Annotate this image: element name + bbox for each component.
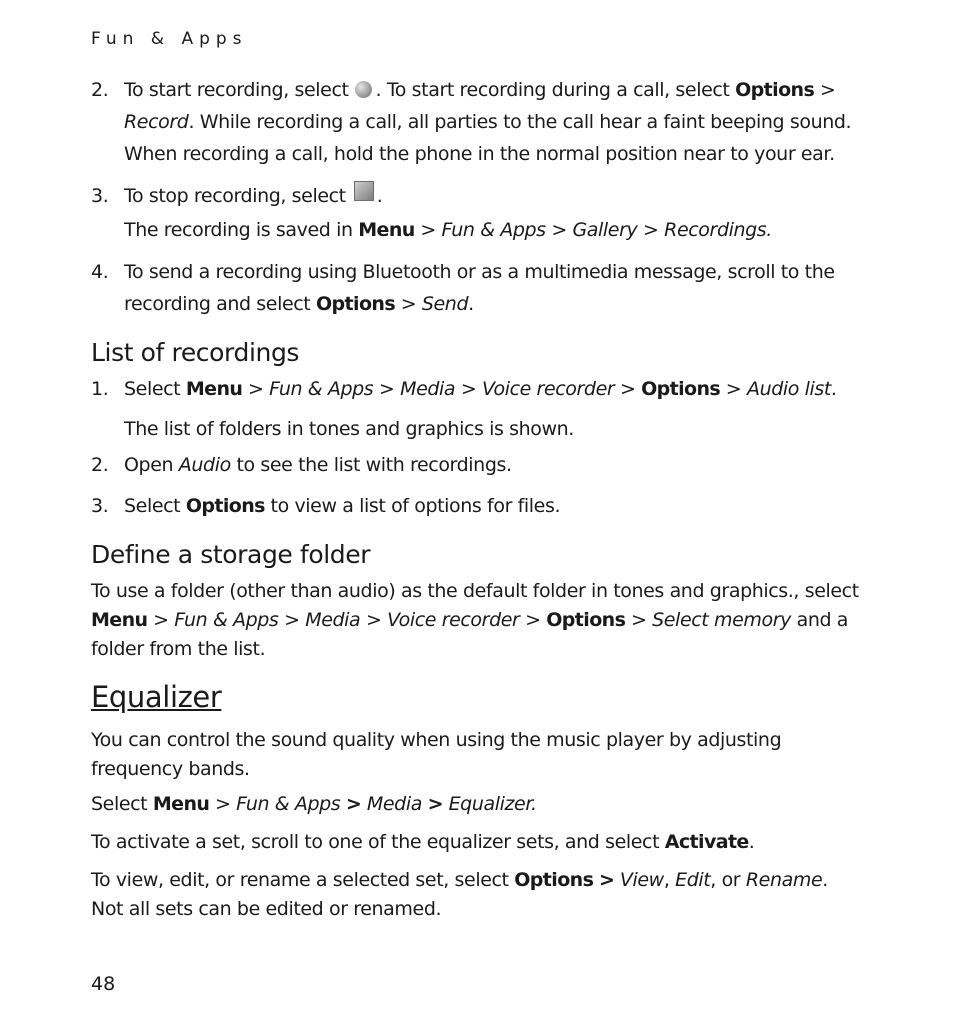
options-term: Options [185,495,265,517]
recordings-term: Recordings. [664,219,772,241]
media-term: Media [400,378,456,400]
fun-apps-term: Fun & Apps [174,609,279,631]
step-number: 4. [91,261,109,283]
media-term: Media [366,793,422,815]
equalizer-term: Equalizer. [448,793,537,815]
section-heading-equalizer: Equalizer [91,680,222,714]
step-number: 3. [91,185,109,207]
list-step-1-note: The list of folders in tones and graphics is shown. [124,418,574,440]
step-text: . While recording a call, all parties to the call hear a faint beeping sound. When recording a call, hold the phone in the normal position near to your ear. [124,111,852,165]
note-text: The recording is saved in [124,219,353,241]
saved-location-note [124,216,864,245]
path-separator: > [630,609,647,631]
record-icon [355,81,372,98]
step-text: To stop recording, select [124,185,346,207]
step-text: . [830,378,837,400]
path-separator: > [427,793,443,815]
list-step-2 [91,449,861,481]
paragraph-text: To use a folder (other than audio) as the default folder in tones and graphics., select [91,580,859,602]
step-4-send-recording [91,256,861,320]
paragraph-text: and a folder from the list. [91,609,849,660]
path-separator: > [619,378,636,400]
step-text: Select [124,378,181,400]
send-term: Send [421,293,469,315]
audio-list-term: Audio list [746,378,831,400]
list-step-3 [91,490,861,522]
equalizer-select-path [91,790,861,819]
fun-apps-term: Fun & Apps [441,219,546,241]
path-separator: > [525,609,541,631]
step-number: 2. [91,454,109,476]
step-text: to see the list with recordings. [236,454,512,476]
step-text: to view a list of options for files. [270,495,561,517]
equalizer-intro: You can control the sound quality when using the music player by adjusting frequency bands. [91,729,782,780]
step-text: Open [124,454,174,476]
path-separator: > [725,378,742,400]
paragraph-text: , or [710,869,741,891]
paragraph-text: Select [91,793,148,815]
define-storage-paragraph [91,577,861,664]
menu-term: Menu [91,609,148,631]
paragraph-text: To activate a set, scroll to one of the equalizer sets, and select [91,831,660,853]
paragraph-text: , [663,869,670,891]
running-header: Fun & Apps [91,29,248,49]
view-term: View [619,869,664,891]
path-separator: > [378,378,395,400]
record-term: Record [124,111,189,133]
select-memory-term: Select memory [652,609,791,631]
section-heading-define-storage: Define a storage folder [91,540,371,569]
step-text: Select [124,495,181,517]
page-number: 48 [91,973,116,995]
gallery-term: Gallery [572,219,638,241]
menu-term: Menu [185,378,243,400]
options-term: Options [641,378,721,400]
menu-term: Menu [358,219,415,241]
equalizer-activate [91,828,861,857]
path-separator: > [819,79,836,101]
path-separator: > [420,219,436,241]
rename-term: Rename [745,869,823,891]
path-separator: > [551,219,567,241]
path-separator: > [643,219,659,241]
section-heading-list-of-recordings: List of recordings [91,338,300,367]
voice-recorder-term: Voice recorder [481,378,615,400]
step-text: To send a recording using Bluetooth or as a multimedia message, scroll to the recording and select [124,261,835,315]
options-term: Options [735,79,815,101]
equalizer-view-edit-rename [91,866,861,924]
options-term: Options [514,869,594,891]
paragraph-text: . [748,831,755,853]
step-text: To start recording, select [124,79,349,101]
step-text: . [376,185,383,207]
step-text: . To start recording during a call, select [375,79,730,101]
path-separator: > [247,378,264,400]
options-term: Options [546,609,626,631]
step-3-stop-recording [91,180,861,212]
list-step-1 [91,373,861,405]
menu-term: Menu [152,793,210,815]
stop-icon [354,181,374,201]
audio-term: Audio [178,454,231,476]
step-number: 3. [91,495,109,517]
step-number: 1. [91,378,109,400]
step-text: . [468,293,474,315]
activate-term: Activate [664,831,749,853]
step-2-start-recording [91,74,861,170]
voice-recorder-term: Voice recorder [387,609,520,631]
fun-apps-term: Fun & Apps [236,793,341,815]
step-number: 2. [91,79,109,101]
media-term: Media [305,609,361,631]
path-separator: > [598,869,615,891]
fun-apps-term: Fun & Apps [269,378,374,400]
paragraph-text: To view, edit, or rename a selected set, select [91,869,509,891]
path-separator: > [460,378,477,400]
paragraph-text: . Not all sets can be edited or renamed. [91,869,828,920]
edit-term: Edit [675,869,711,891]
path-separator: > [400,293,417,315]
path-separator: > [214,793,231,815]
path-separator: > [345,793,362,815]
options-term: Options [316,293,396,315]
path-separator: > [284,609,300,631]
path-separator: > [153,609,169,631]
path-separator: > [365,609,382,631]
